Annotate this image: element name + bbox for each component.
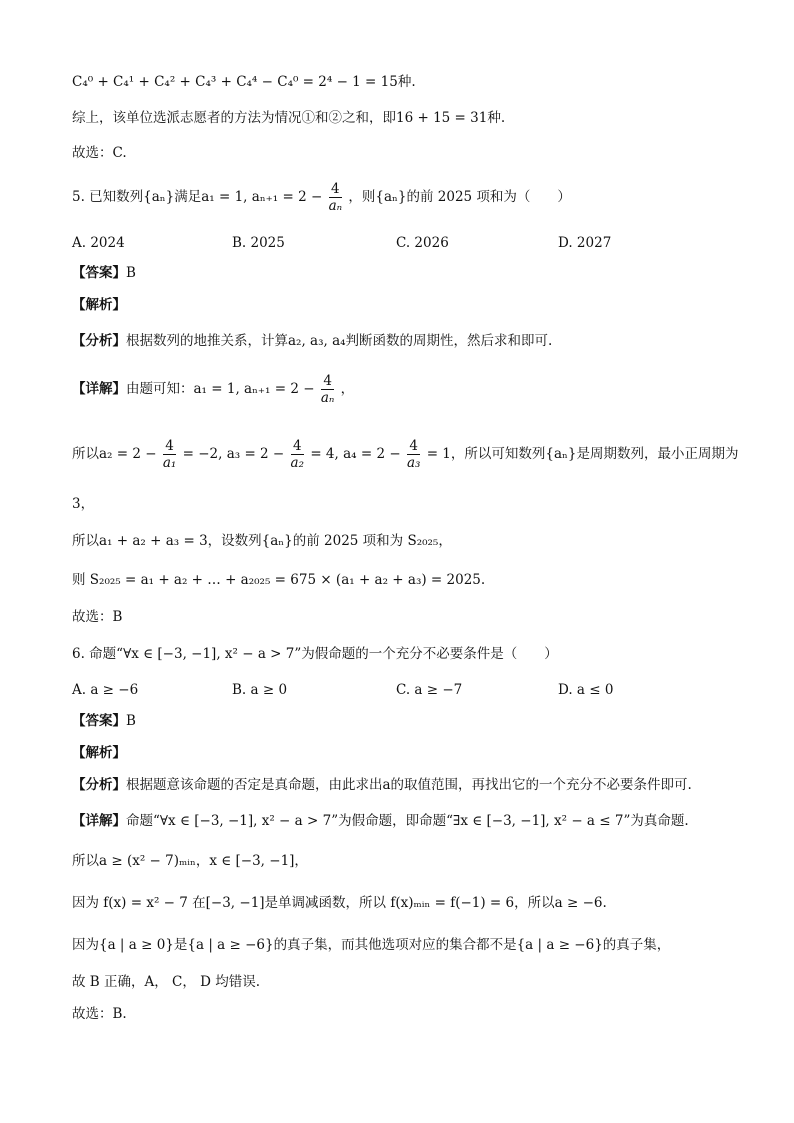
q5-analysis — [72, 331, 552, 351]
question-5 — [72, 180, 571, 214]
analysis-tag: 【分析】 — [72, 333, 126, 349]
fraction-4-over-a2 — [291, 438, 304, 471]
q6-final: 故选：B. — [72, 1006, 127, 1022]
fraction-4-over-a3 — [407, 438, 420, 471]
q5-option-a: A. 2024 — [72, 235, 125, 251]
q5-final: 故选：B — [72, 609, 123, 625]
fraction-numerator: 4 — [321, 373, 335, 390]
fraction-numerator: 4 — [291, 438, 304, 455]
question-5-tail: ，则{aₙ}的前 2025 项和为（ ） — [348, 189, 571, 205]
fraction-denominator: aₙ — [328, 198, 343, 214]
q6-step-1: 所以a ≥ (x² − 7)ₘᵢₙ，x ∈ [−3, −1]， — [72, 853, 308, 869]
q5-solution-heading: 【解析】 — [72, 297, 126, 313]
fraction-numerator: 4 — [407, 438, 420, 455]
analysis-text: 根据数列的地推关系，计算a₂, a₃, a₄判断函数的周期性，然后求和即可. — [126, 333, 553, 349]
q6-answer — [72, 711, 136, 731]
detail-tag: 【详解】 — [72, 813, 126, 829]
fraction-denominator: a₃ — [406, 455, 421, 471]
fraction-4-over-a1 — [163, 438, 176, 471]
q5-option-c: C. 2026 — [396, 235, 449, 251]
q6-option-a: A. a ≥ −6 — [72, 682, 139, 698]
step-1-part-b: = −2, a₃ = 2 − — [182, 446, 285, 462]
answer-tag: 【答案】 — [72, 713, 126, 729]
detail-tag: 【详解】 — [72, 381, 126, 397]
combination-sum-line: C₄⁰ + C₄¹ + C₄² + C₄³ + C₄⁴ − C₄⁰ = 2⁴ − 1 = 15种. — [72, 74, 416, 90]
detail-tail: ， — [340, 381, 355, 397]
q5-step-2: 3， — [72, 496, 95, 512]
step-1-part-a: 所以a₂ = 2 − — [72, 446, 157, 462]
q6-analysis — [72, 775, 692, 795]
q6-step-2: 因为 f(x) = x² − 7 在[−3, −1]是单调减函数，所以 f(x)ₘᵢₙ = f(−1) = 6，所以a ≥ −6. — [72, 895, 607, 911]
step-1-part-c: = 4, a₄ = 2 − — [310, 446, 401, 462]
q5-step-4: 则 S₂₀₂₅ = a₁ + a₂ + … + a₂₀₂₅ = 675 × (a₁ + a₂ + a₃) = 2025. — [72, 572, 486, 588]
question-5-stem: 5. 已知数列{aₙ}满足a₁ = 1, aₙ₊₁ = 2 − — [72, 189, 323, 205]
answer-tag: 【答案】 — [72, 265, 126, 281]
detail-text: 由题可知：a₁ = 1, aₙ₊₁ = 2 − — [126, 381, 315, 397]
analysis-tag: 【分析】 — [72, 777, 126, 793]
fraction-numerator: 4 — [163, 438, 176, 455]
fraction-denominator: aₙ — [320, 390, 335, 406]
q5-step-3: 所以a₁ + a₂ + a₃ = 3，设数列{aₙ}的前 2025 项和为 S₂₀₂₅， — [72, 533, 452, 549]
step-1-part-d: = 1，所以可知数列{aₙ}是周期数列，最小正周期为 — [426, 446, 739, 462]
fraction-numerator: 4 — [329, 181, 343, 198]
answer-choice-c: 故选：C. — [72, 145, 127, 161]
q6-step-4: 故 B 正确，A， C， D 均错误. — [72, 974, 261, 990]
q6-option-d: D. a ≤ 0 — [558, 682, 614, 698]
answer-value: B — [126, 265, 136, 281]
fraction-denominator: a₂ — [290, 455, 305, 471]
q6-option-b: B. a ≥ 0 — [232, 682, 288, 698]
q5-detail — [72, 372, 354, 406]
q6-step-3: 因为{a | a ≥ 0}是{a | a ≥ −6}的真子集，而其他选项对应的集合都不是{a | a ≥ −6}的真子集， — [72, 937, 671, 953]
q5-step-1 — [72, 437, 738, 471]
q6-solution-heading: 【解析】 — [72, 745, 126, 761]
q6-option-c: C. a ≥ −7 — [396, 682, 463, 698]
q6-detail — [72, 811, 689, 831]
q5-answer — [72, 263, 136, 283]
answer-value: B — [126, 713, 136, 729]
detail-text: 命题“∀x ∈ [−3, −1], x² − a > 7”为假命题，即命题“∃x ∈ [−3, −1], x² − a ≤ 7”为真命题. — [126, 813, 689, 829]
fraction-denominator: a₁ — [162, 455, 177, 471]
conclusion-line: 综上，该单位选派志愿者的方法为情况①和②之和，即16 + 15 = 31种. — [72, 110, 506, 126]
analysis-text: 根据题意该命题的否定是真命题，由此求出a的取值范围，再找出它的一个充分不必要条件即可. — [126, 777, 692, 793]
question-6: 6. 命题“∀x ∈ [−3, −1], x² − a > 7”为假命题的一个充分不必要条件是（ ） — [72, 646, 558, 662]
q5-option-d: D. 2027 — [558, 235, 612, 251]
fraction-4-over-an — [321, 373, 335, 406]
fraction-4-over-an — [329, 181, 343, 214]
q5-option-b: B. 2025 — [232, 235, 285, 251]
